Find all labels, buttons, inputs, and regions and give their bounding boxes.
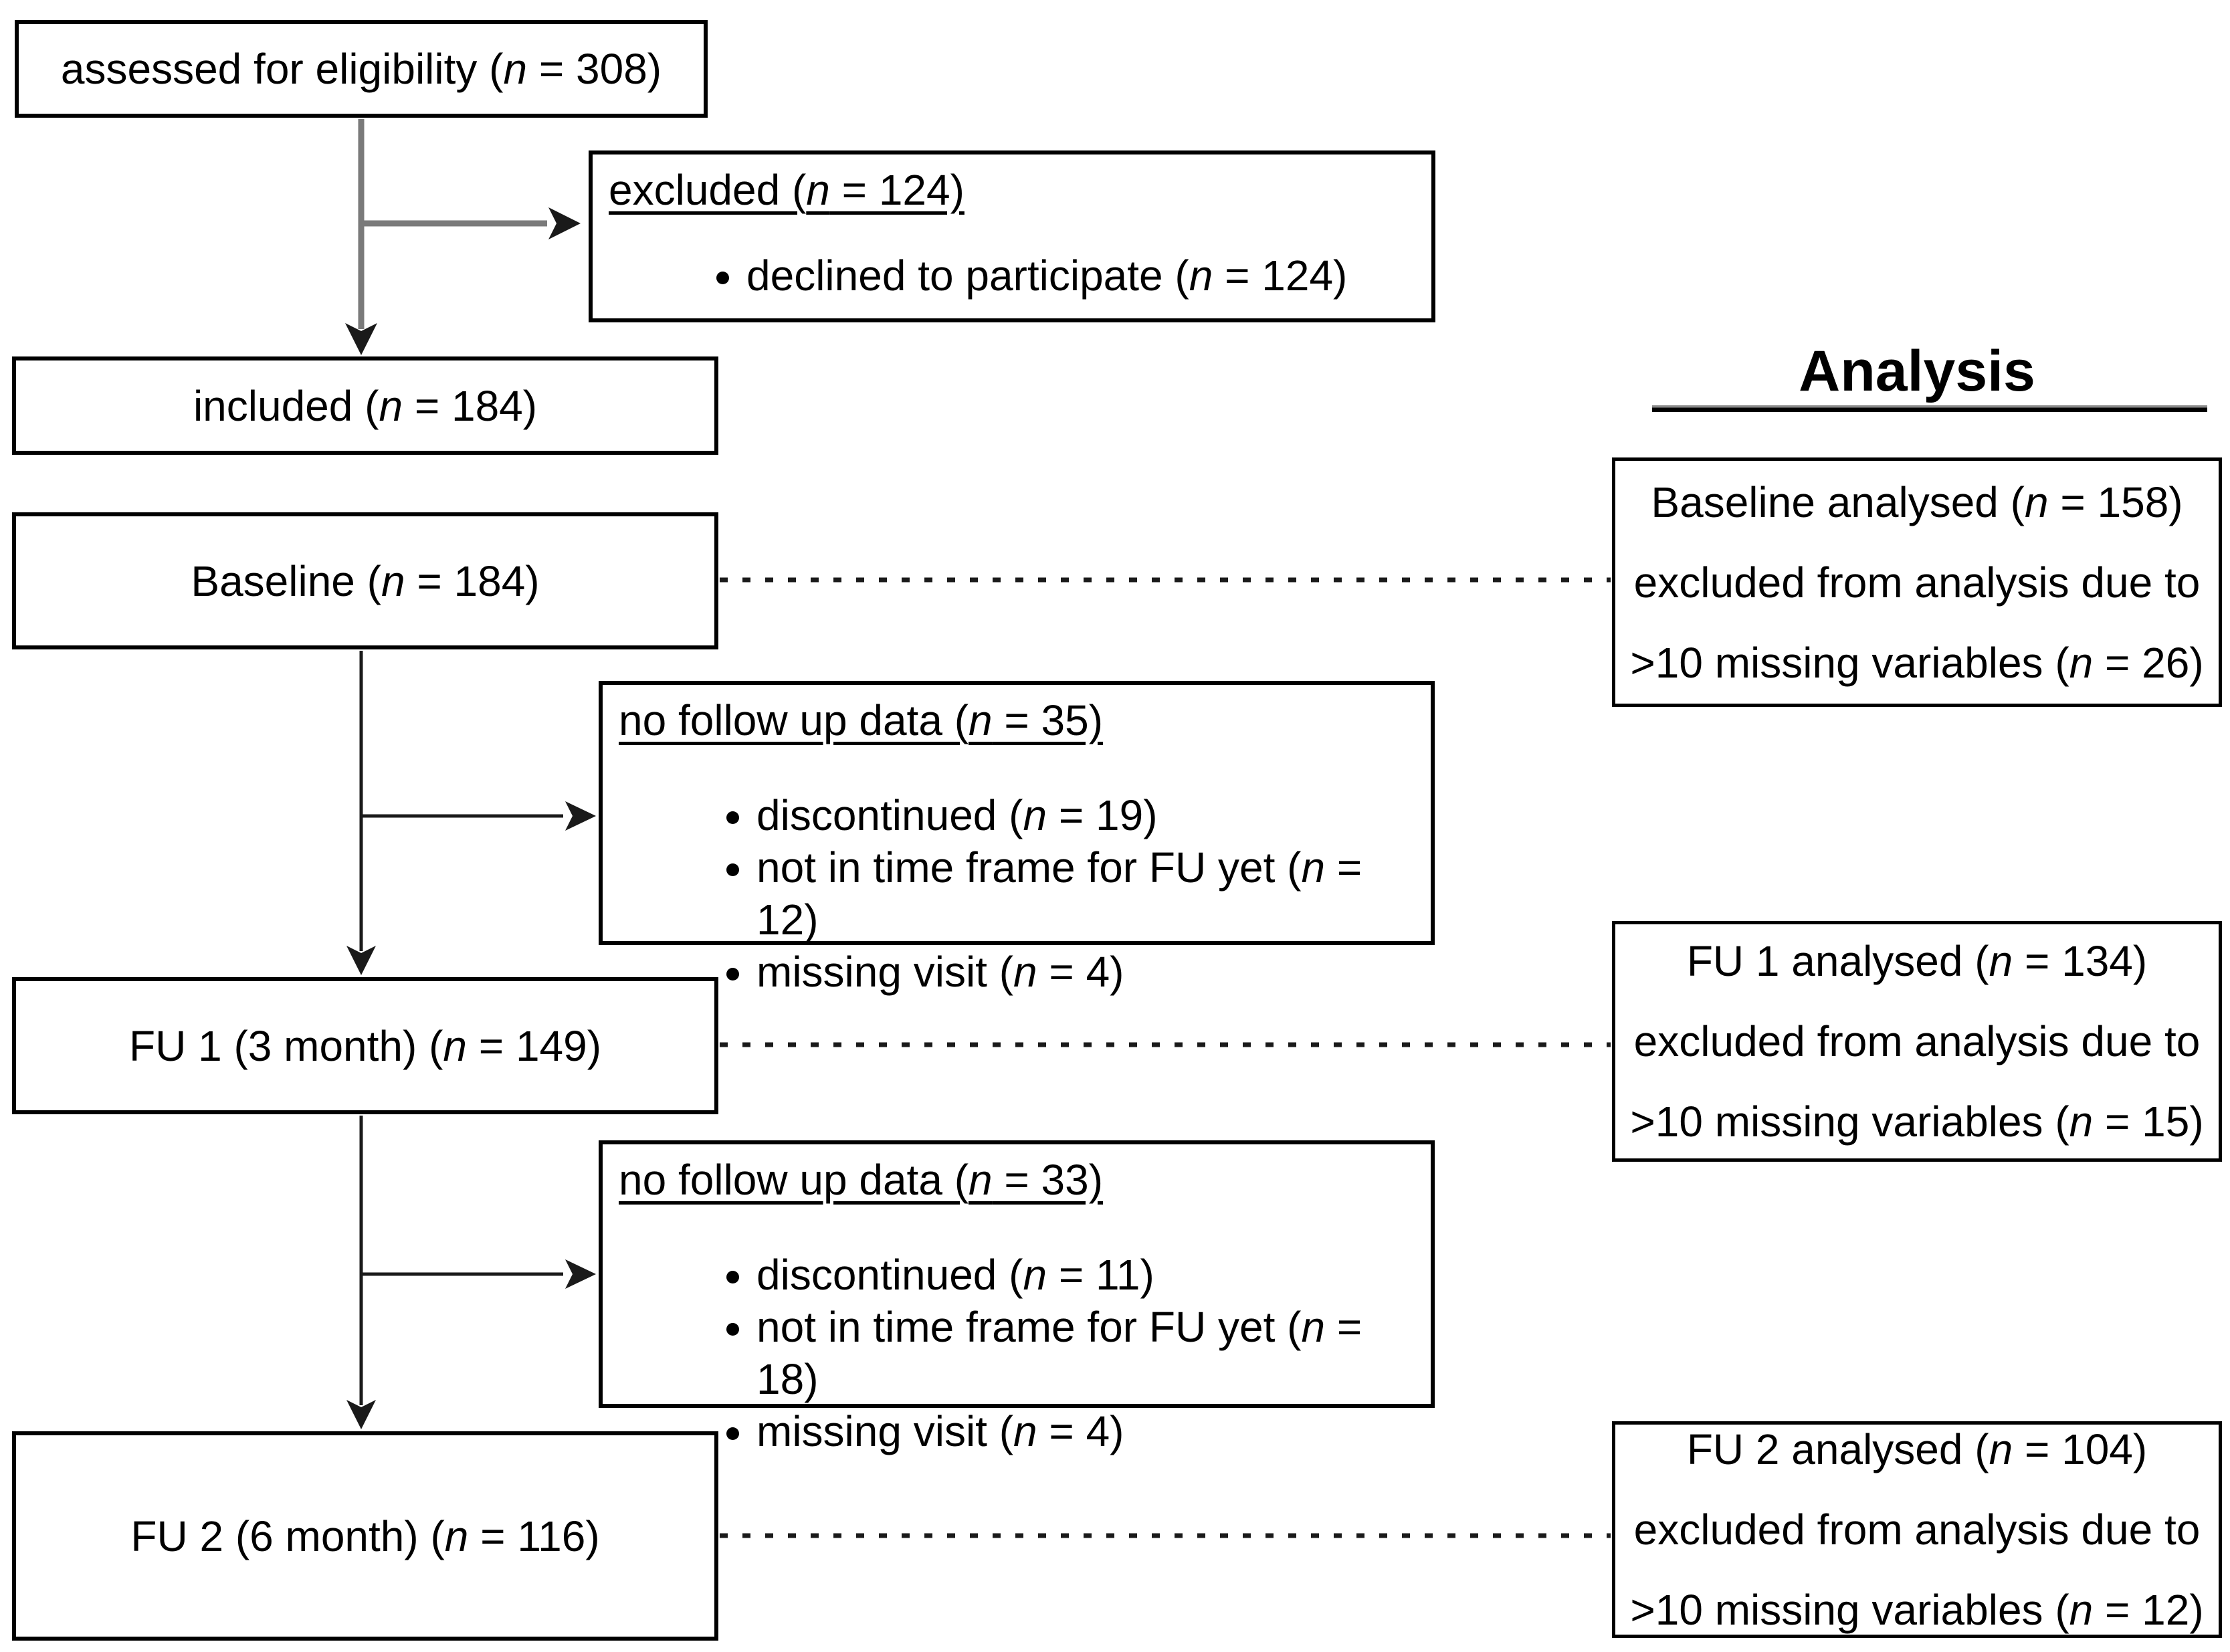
- flow-box-baseline-label: Baseline (n = 184): [191, 556, 540, 605]
- bullet-item: • missing visit (n = 4): [756, 1405, 1431, 1457]
- side-box-no-follow-up-1: [599, 681, 1435, 996]
- flow-box-assessed: [15, 20, 708, 118]
- arrow-assessed-to-included: [345, 119, 377, 355]
- arrow-baseline-to-fu1: [346, 651, 376, 975]
- arrow-assessed-to-excluded: [361, 207, 581, 239]
- analysis-heading: Analysis: [1799, 339, 2035, 403]
- flow-box-fu1-label: FU 1 (3 month) (n = 149): [128, 1021, 602, 1070]
- flow-box-included-label: included (n = 184): [193, 381, 538, 430]
- analysis-line: excluded from analysis due to: [1633, 1017, 2201, 1065]
- analysis-line: excluded from analysis due to: [1633, 1506, 2201, 1554]
- flow-box-assessed-label: assessed for eligibility (n = 308): [60, 45, 662, 93]
- arrow-fu1-to-no-follow-up-2: [361, 1259, 596, 1289]
- side-box-excluded: [589, 150, 1435, 322]
- bullet-item: • not in time frame for FU yet (n = 18): [756, 1301, 1431, 1405]
- analysis-box-fu1: [1612, 921, 2222, 1162]
- analysis-line: >10 missing variables (n = 15): [1630, 1098, 2204, 1146]
- bullet-item: • missing visit (n = 4): [756, 946, 1431, 998]
- bullet-item: • discontinued (n = 19): [756, 789, 1431, 841]
- analysis-box-fu2: [1612, 1421, 2222, 1638]
- analysis-box-baseline: [1612, 457, 2222, 707]
- analysis-line: excluded from analysis due to: [1633, 558, 2201, 607]
- analysis-heading-underline: [1652, 405, 2207, 412]
- analysis-line: >10 missing variables (n = 12): [1630, 1586, 2204, 1634]
- side-box-no-follow-up-1-bullets: [603, 789, 1431, 998]
- bullet-item: • not in time frame for FU yet (n = 12): [756, 841, 1431, 946]
- bullet-item: • declined to participate (n = 124): [746, 249, 1431, 302]
- arrow-baseline-to-no-follow-up-1: [361, 801, 596, 831]
- side-box-excluded-title: excluded (n = 124): [609, 166, 965, 214]
- analysis-line: Baseline analysed (n = 158): [1651, 478, 2183, 526]
- side-box-no-follow-up-2-title: no follow up data (n = 33): [619, 1156, 1104, 1204]
- analysis-line: >10 missing variables (n = 26): [1630, 638, 2204, 687]
- side-box-no-follow-up-2-bullets: [603, 1249, 1431, 1457]
- flow-box-fu2-label: FU 2 (6 month) (n = 116): [130, 1512, 600, 1560]
- flow-box-fu2: [12, 1431, 718, 1641]
- flow-box-included: [12, 356, 718, 455]
- flow-box-fu1: [12, 977, 718, 1114]
- bullet-item: • discontinued (n = 11): [756, 1249, 1431, 1301]
- analysis-line: FU 1 analysed (n = 134): [1686, 937, 2148, 985]
- side-box-no-follow-up-1-title: no follow up data (n = 35): [619, 696, 1104, 744]
- side-box-excluded-bullets: [593, 249, 1431, 302]
- flow-box-baseline: [12, 512, 718, 649]
- side-box-no-follow-up-2: [599, 1140, 1435, 1455]
- analysis-line: FU 2 analysed (n = 104): [1686, 1425, 2148, 1473]
